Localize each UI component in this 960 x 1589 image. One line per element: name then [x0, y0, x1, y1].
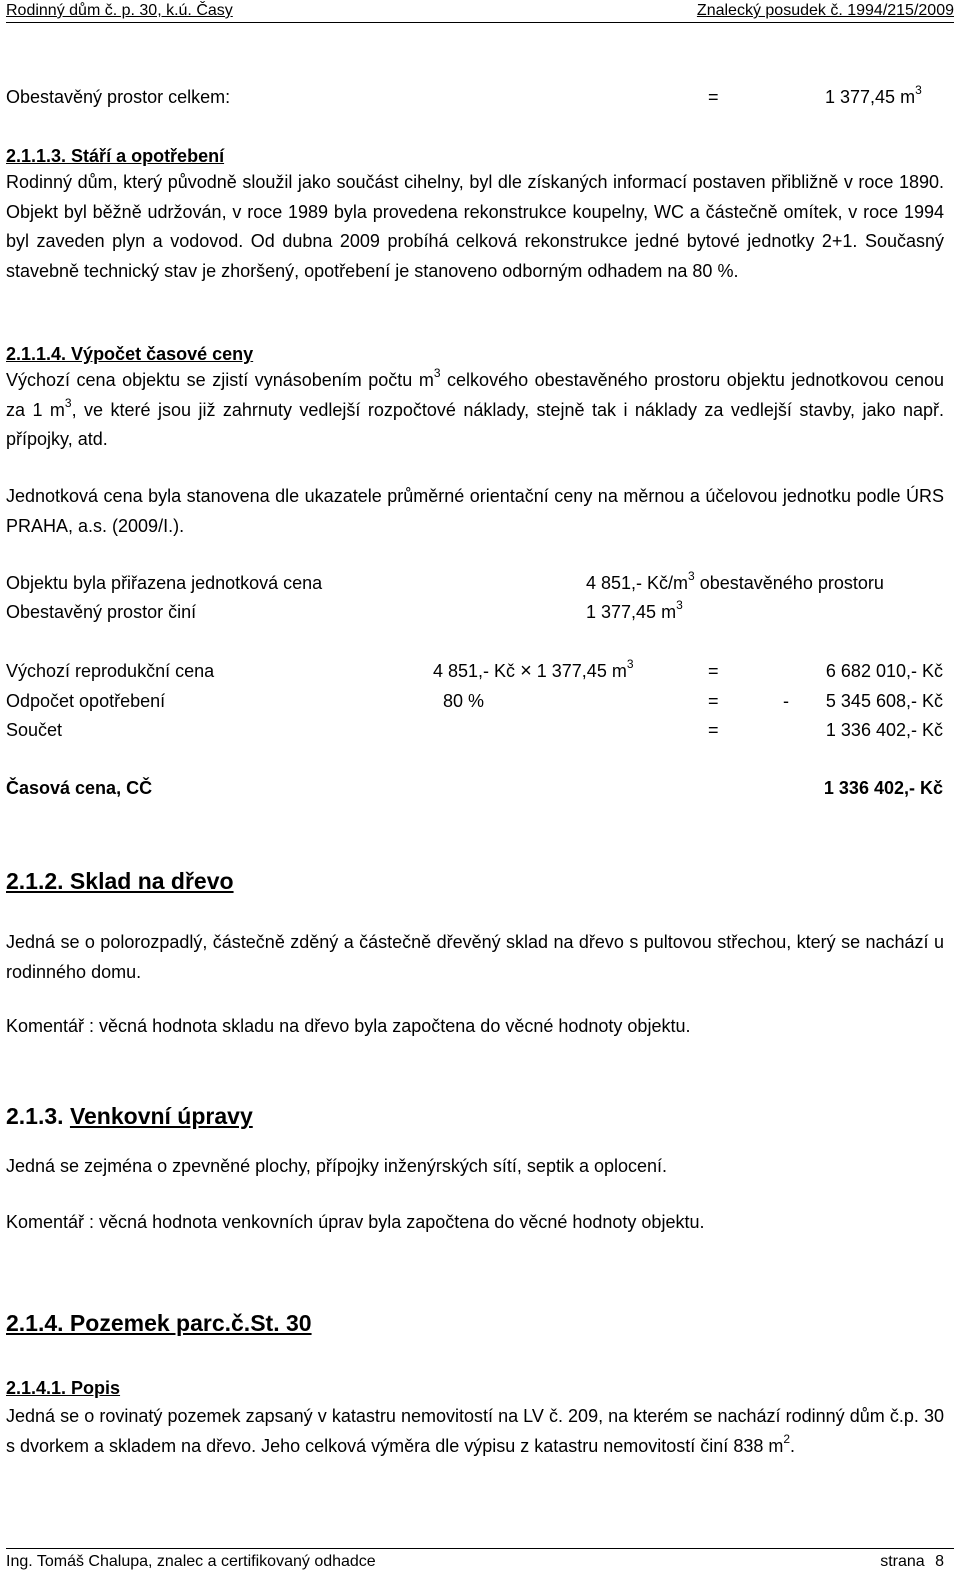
footer-left: Ing. Tomáš Chalupa, znalec a certifikovaný odhadce — [6, 1553, 376, 1570]
section-text-2113: Rodinný dům, který původně sloužil jako součást cihelny, byl dle získaných informací postaven přibližně v roce 1890. Objekt byl běžně udržován, v roce 1989 byla provedena rekonstrukce koupelny, WC a částečně omítek, v roce 1994 byl zaveden plyn a vodovod. Od dubna 2009 probíhá celková rekonstrukce jedné bytové jednotky 2+1. Současný stavebně technický stav je zhoršený, opotřebení je stanoveno odborným odhadem na 80 %. — [6, 172, 944, 281]
section-heading-213: 2.1.3. Venkovní úpravy — [6, 1103, 253, 1129]
calc-row2-value: 5 345 608,- Kč — [825, 691, 943, 711]
calc-row3-eq: = — [708, 720, 719, 740]
footer-page-number: strana 8 — [880, 1553, 944, 1570]
page-header — [6, 2, 954, 24]
space-label: Obestavěný prostor činí — [6, 602, 197, 622]
calc-row2-label: Odpočet opotřebení — [6, 691, 166, 711]
section-text-2114-p2: Jednotková cena byla stanovena dle ukazatele průměrné orientační ceny na měrnou a účelovou jednotku podle ÚRS PRAHA, a.s. (2009/I.). — [6, 486, 944, 536]
section-heading-212: 2.1.2. Sklad na dřevo — [6, 868, 234, 894]
section-text-212: Jedná se o polorozpadlý, částečně zděný a částečně dřevěný sklad na dřevo s pultovou střechou, který se nachází u rodinného domu. — [6, 932, 944, 982]
obestaveny-eq: = — [708, 87, 719, 107]
section-comment-213: Komentář : věcná hodnota venkovních úprav byla započtena do věcné hodnoty objektu. — [6, 1212, 705, 1232]
calc-row1-expr: 4 851,- Kč × 1 377,45 $m^3$ — [433, 657, 634, 682]
space-value: 1 377,45 $m^3$ — [586, 598, 683, 622]
obestaveny-value: 1 377,45 $m^3$ — [825, 83, 922, 107]
section-heading-2141: 2.1.4.1. Popis — [6, 1378, 121, 1398]
header-left: Rodinný dům č. p. 30, k.ú. Časy — [6, 2, 233, 19]
section-heading-2114: 2.1.1.4. Výpočet časové ceny — [6, 344, 254, 364]
calc-row1-label: Výchozí reprodukční cena — [6, 661, 215, 681]
unit-price-value: 4 851,- $Kč/m^3$ obestavěného prostoru — [586, 569, 884, 593]
section-text-2141: Jedná se o rovinatý pozemek zapsaný v katastru nemovitostí na LV č. 209, na kterém se nachází rodinný dům č.p. 30 s dvorkem a skladem na dřevo. Jeho celková výměra dle výpisu z katastru nemovitostí činí 838 $m^2$. — [6, 1406, 944, 1456]
calc-row2-expr: 80 % — [443, 691, 485, 711]
calc-row2-sign: - — [783, 691, 789, 711]
section-text-2114-p1: Výchozí cena objektu se zjistí vynásobením počtu $m^3$ celkového obestavěného prostoru objektu jednotkovou cenou za 1 $m^3$, ve které jsou již zahrnuty vedlejší rozpočtové náklady, stejně tak i náklady za vedlejší stavby, jako např. přípojky, atd. — [6, 366, 944, 449]
section-text-213: Jedná se zejména o zpevněné plochy, přípojky inženýrských sítí, septik a oplocení. — [6, 1156, 668, 1176]
header-rule — [6, 22, 954, 23]
section-heading-214: 2.1.4. Pozemek parc.č.St. 30 — [6, 1310, 312, 1336]
header-right: Znalecký posudek č. 1994/215/2009 — [696, 2, 954, 19]
calc-row3-value: 1 336 402,- Kč — [825, 720, 943, 740]
calc-row1-eq: = — [708, 661, 719, 681]
obestaveny-label: Obestavěný prostor celkem: — [6, 87, 231, 107]
footer-rule — [6, 1548, 954, 1549]
section-heading-2113: 2.1.1.3. Stáří a opotřebení — [6, 146, 225, 166]
calc-row3-label: Součet — [6, 720, 63, 740]
total-label: Časová cena, CČ — [6, 778, 153, 798]
calc-row2-eq: = — [708, 691, 719, 711]
total-value: 1 336 402,- Kč — [823, 778, 943, 798]
multiply-icon: × — [520, 660, 532, 682]
section-comment-212: Komentář : věcná hodnota skladu na dřevo byla započtena do věcné hodnoty objektu. — [6, 1016, 691, 1036]
unit-price-label: Objektu byla přiřazena jednotková cena — [6, 573, 323, 593]
calc-row1-value: 6 682 010,- Kč — [825, 661, 943, 681]
